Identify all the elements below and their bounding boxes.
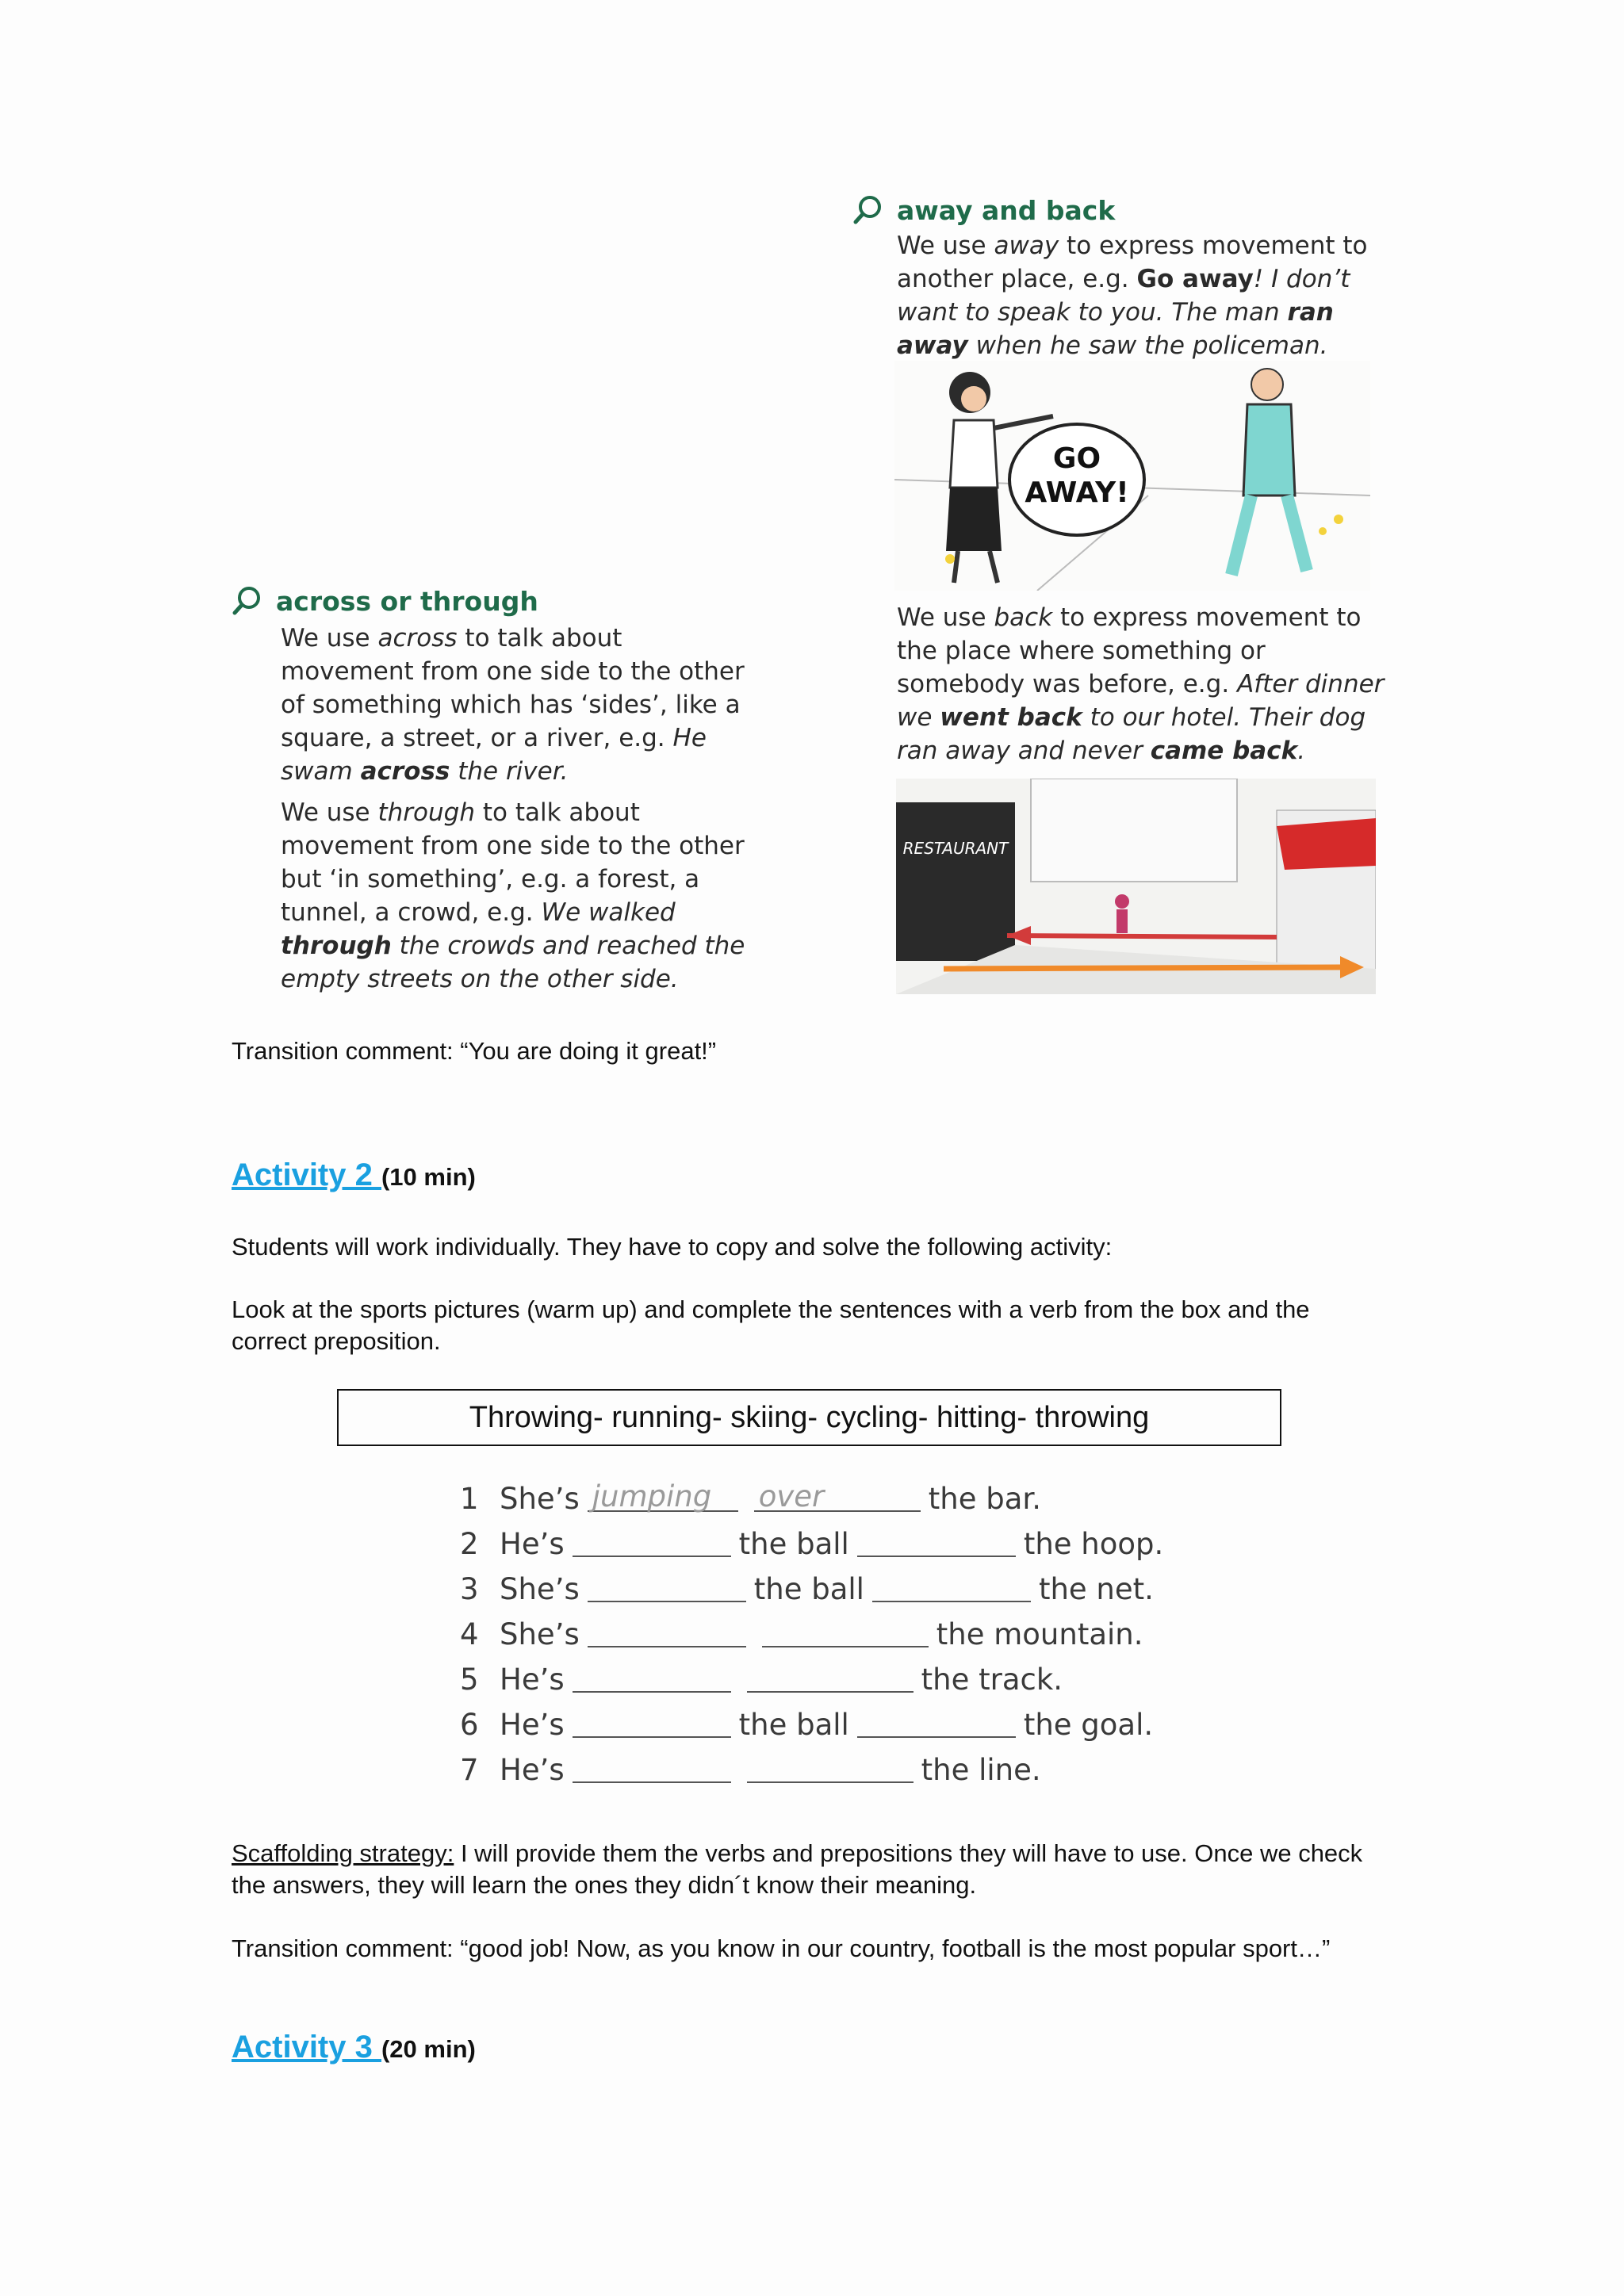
across-paragraph: We use across to talk about movement from one side to the other of something which has ‘sides’, like a square, a street, or a river, e.g. He swam across the river. (281, 624, 745, 786)
restaurant-sign: RESTAURANT (902, 839, 1009, 858)
across-or-through-title: across or through (276, 585, 538, 617)
verb-box: Throwing- running- skiing- cycling- hitting- throwing (337, 1389, 1281, 1446)
scaffolding-strategy (232, 1838, 1381, 1901)
exercise-item: 2 He’s the ball the hoop. (460, 1527, 1164, 1561)
away-and-back-title: away and back (897, 194, 1116, 226)
activity-2-title: Activity 2 (232, 1158, 381, 1192)
transition-comment-2: Transition comment: “good job! Now, as you know in our country, football is the most popular sport…” (232, 1934, 1331, 1962)
back-paragraph: We use back to express movement to the place where something or somebody was before, e.g. After dinner we went back to our hotel. Their dog ran away and never came back. (897, 603, 1385, 765)
away-paragraph: We use away to express movement to another place, e.g. Go away! I don’t want to speak to you. The man ran away when he saw the policeman. (897, 232, 1368, 360)
exercise-item: 5 He’s the track. (460, 1663, 1063, 1697)
scaffolding-label: Scaffolding strategy: (232, 1839, 454, 1867)
street-illustration (896, 779, 1376, 994)
exercise-list (460, 1476, 1163, 1793)
activity-3-heading (232, 2031, 1389, 2065)
exercise-item: 3 She’s the ball the net. (460, 1572, 1154, 1606)
scaffolding-text: I will provide them the verbs and prepositions they will have to use. Once we check the answers, they will learn the ones they didn´t know their meaning. (232, 1839, 1363, 1899)
activity-2-duration: (10 min) (381, 1163, 476, 1191)
exercise-item: 6 He’s the ball the goal. (460, 1708, 1154, 1742)
magnifier-icon (852, 194, 884, 226)
exercise-item: 7 He’s the line. (460, 1753, 1041, 1787)
speech-bubble-text: GO (1052, 442, 1101, 475)
activity-3-duration: (20 min) (381, 2035, 476, 2063)
go-away-illustration (894, 361, 1370, 591)
back-paragraph-box (897, 601, 1388, 767)
activity-2-instructions-2: Look at the sports pictures (warm up) and complete the sentences with a verb from the box and the correct preposition. (232, 1295, 1310, 1355)
svg-text:AWAY!: AWAY! (1025, 476, 1129, 509)
magnifier-icon (232, 585, 263, 617)
transition-comment-1: Transition comment: “You are doing it great!” (232, 1037, 717, 1065)
through-paragraph: We use through to talk about movement from one side to the other but ‘in something’, e.g. a forest, a tunnel, a crowd, e.g. We walked through the crowds and reached the empty streets on the other side. (281, 798, 745, 993)
activity-2-instructions-1: Students will work individually. They have to copy and solve the following activity: (232, 1233, 1113, 1261)
away-and-back-box (852, 194, 1392, 362)
example-answer-preposition: over (758, 1479, 825, 1513)
exercise-item: 4 She’s the mountain. (460, 1617, 1143, 1651)
activity-2-heading (232, 1159, 1389, 1193)
example-answer-verb: jumping (592, 1479, 712, 1513)
across-or-through-header (232, 585, 755, 617)
across-or-through-box (232, 585, 755, 996)
exercise-item: 1 She’s jumping over the bar. (460, 1479, 1041, 1516)
away-and-back-header (852, 194, 1392, 226)
activity-3-title: Activity 3 (232, 2030, 381, 2064)
